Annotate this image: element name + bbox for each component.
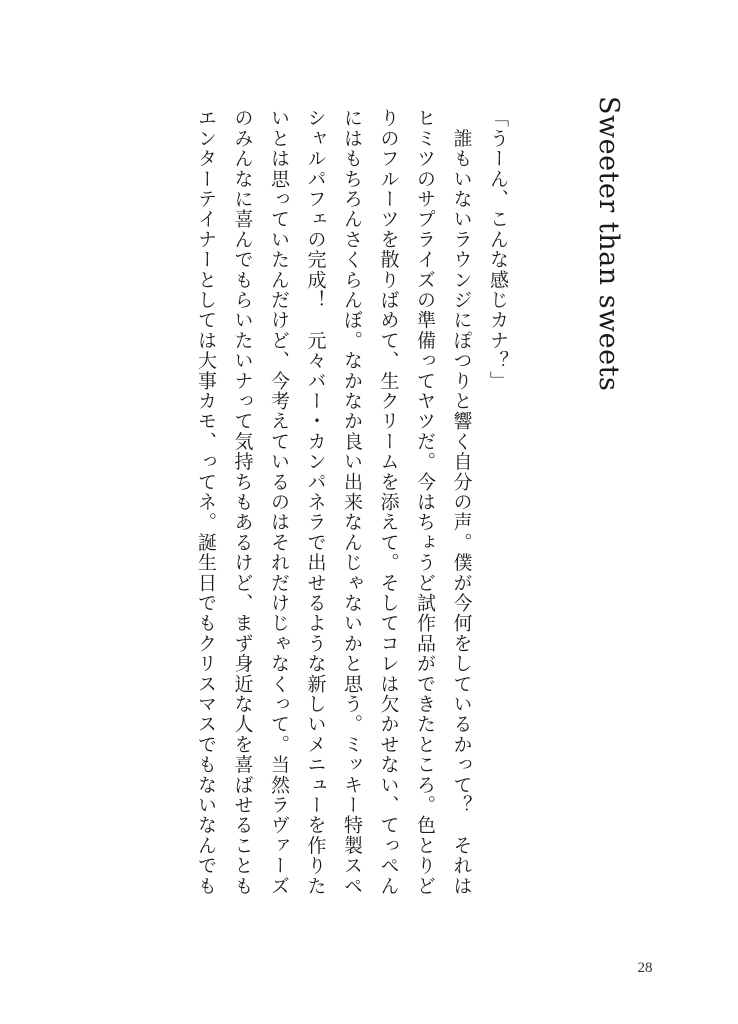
- body-text: [150, 108, 516, 938]
- text-line: ヒミツのサプライズの準備ってヤツだ。今はちょうど試作品ができたところ。色とりど: [414, 108, 436, 896]
- text-line: いとは思っていたんだけど、今考えているのはそれだけじゃなくって。当然ラヴァーズ: [268, 108, 290, 896]
- text-line: エンターテイナーとしては大事カモ、ってネ。誕生日でもクリスマスでもないなんでも: [195, 108, 217, 896]
- text-line: のみんなに喜んでもらいたいナって気持ちもあるけど、まず身近な人を喜ばせることも: [231, 108, 254, 896]
- text-line: シャルパフェの完成！ 元々バー・カンパネラで出せるような新しいメニューを作りた: [304, 108, 327, 896]
- text-line: 「うーん、こんな感じカナ？」: [487, 108, 509, 391]
- page-number: 28: [637, 960, 653, 976]
- text-line: りのフルーツを散りばめて、生クリームを添えて。そしてコレは欠かせない、てっぺん: [377, 108, 400, 896]
- text-line: にはもちろんさくらんぼ。なかなか良い出来なんじゃないかと思う。ミッキー特製スペ: [341, 108, 363, 896]
- text-line: 誰もいないラウンジにぽつりと響く自分の声。僕が今何をしているかって？ それは: [450, 108, 473, 896]
- chapter-title: Sweeter than sweets: [593, 96, 624, 392]
